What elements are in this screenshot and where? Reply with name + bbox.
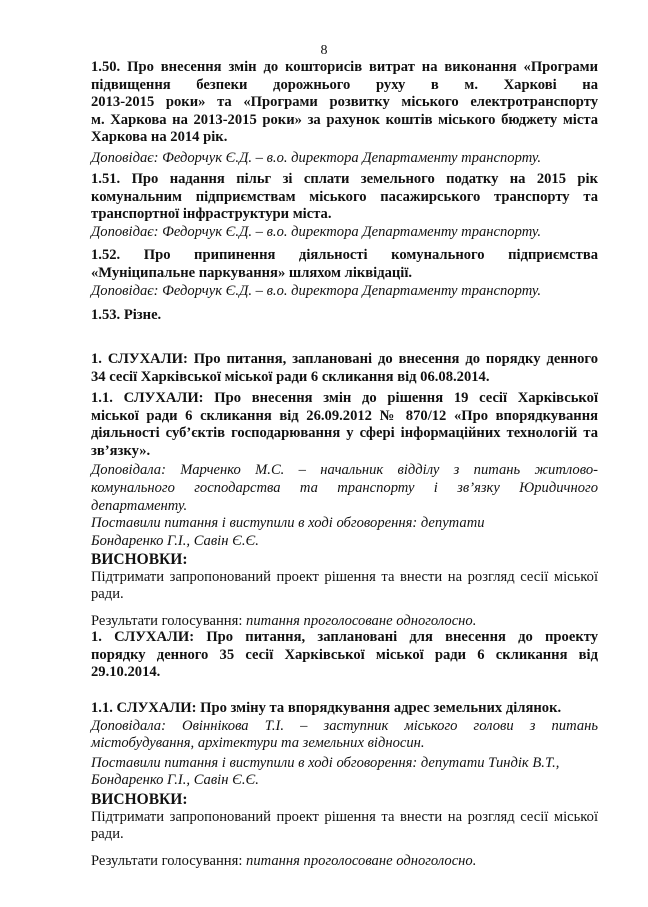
item-line: 1.52. Про припинення діяльності комунального підприємства [91, 247, 598, 263]
conclusions-2 [91, 791, 598, 870]
section-heading-line: 34 сесії Харківської міської ради 6 скликання від 06.08.2014. [91, 368, 490, 385]
item-line: 1.50. Про внесення змін до кошторисів витрат на виконання «Програми [91, 59, 598, 75]
speaker-line: Доповідала: Овіннікова Т.І. – заступник міського голови з питань [91, 717, 598, 734]
conclusions-1 [91, 551, 598, 630]
section-heading-line: порядку денного 35 сесії Харківської міської ради 6 скликання від [91, 646, 598, 663]
item-speaker: Доповідає: Федорчук Є.Д. – в.о. директора Департаменту транспорту. [91, 223, 542, 240]
conclusions-label: ВИСНОВКИ: [91, 551, 188, 568]
item-line: м. Харкова на 2013-2015 роки» за рахунок коштів міського бюджету міста [91, 111, 598, 128]
conclusion-line: Підтримати запропонований проект рішення та внести на розгляд сесії міської [91, 568, 598, 585]
conclusion-line: ради. [91, 826, 124, 843]
item-line: підвищення безпеки дорожнього руху в м. Харкові на [91, 76, 598, 93]
item-speaker: Доповідає: Федорчук Є.Д. – в.о. директора Департаменту транспорту. [91, 283, 542, 300]
sub-heading-line: зв’язку». [91, 442, 151, 459]
speaker-line: департаменту. [91, 497, 188, 514]
item-line: 2013-2015 роки» та «Програми розвитку міського електротранспорту [91, 94, 598, 111]
speaker-line: комунального господарства та транспорту і зв’язку Юридичного [91, 479, 598, 496]
section-heading-line: 1. СЛУХАЛИ: Про питання, заплановані для внесення до проекту [91, 629, 598, 645]
conclusion-line: Підтримати запропонований проект рішення та внести на розгляд сесії міської [91, 808, 598, 825]
section-heading-line: 1. СЛУХАЛИ: Про питання, заплановані до внесення до порядку денного [91, 351, 598, 367]
item-line: 1.51. Про надання пільг зі сплати земельного податку на 2015 рік [91, 171, 598, 187]
section-heading-line: 29.10.2014. [91, 664, 161, 681]
sub-heading-line: 1.1. СЛУХАЛИ: Про внесення змін до рішення 19 сесії Харківської [91, 390, 598, 406]
conclusion-line: ради. [91, 586, 124, 603]
speaker-line: містобудування, архітектури та земельних відносин. [91, 735, 425, 752]
sub-heading-line: міської ради 6 скликання від 26.09.2012 № 870/12 «Про впорядкування [91, 407, 598, 424]
agenda-item-1-52 [91, 247, 598, 301]
item-line: 1.53. Різне. [91, 307, 162, 323]
sub-heading-line: 1.1. СЛУХАЛИ: Про зміну та впорядкування адрес земельних ділянок. [91, 700, 562, 716]
item-line: Харкова на 2014 рік. [91, 129, 228, 146]
hearing-section-2 [91, 629, 598, 682]
hearing-section-1 [91, 351, 598, 386]
item-speaker: Доповідає: Федорчук Є.Д. – в.о. директора Департаменту транспорту. [91, 149, 542, 166]
vote-result-line [91, 853, 598, 871]
item-line: «Муніципальне паркування» шляхом ліквідації. [91, 264, 413, 281]
discussion-line: Бондаренко Г.І., Савін Є.Є. [91, 772, 259, 789]
speaker-line: Доповідала: Марченко М.С. – начальник відділу з питань житлово- [91, 462, 598, 479]
sub-heading-line: діяльності суб’єктів господарювання у сфері інформаційних технологій та [91, 425, 598, 442]
discussion-line: Поставили питання і виступили в ході обговорення: депутати Тиндік В.Т., [91, 754, 560, 771]
discussion-line: Бондаренко Г.І., Савін Є.Є. [91, 532, 259, 549]
conclusions-label: ВИСНОВКИ: [91, 791, 188, 808]
agenda-item-1-50 [91, 59, 598, 168]
agenda-item-1-51 [91, 171, 598, 241]
hearing-subsection-2-1 [91, 700, 598, 790]
item-line: транспортної інфраструктури міста. [91, 206, 332, 223]
vote-label: Результати голосування: [91, 852, 247, 869]
page-number: 8 [320, 43, 328, 58]
agenda-item-1-53 [91, 307, 598, 325]
vote-result: питання проголосоване одноголосно. [246, 612, 477, 629]
vote-label: Результати голосування: [91, 612, 247, 629]
hearing-subsection-1-1 [91, 390, 598, 550]
item-line: комунальним підприємствам міського пасажирського транспорту та [91, 188, 598, 205]
discussion-line: Поставили питання і виступили в ході обговорення: депутати [91, 515, 485, 532]
vote-result-line [91, 613, 598, 631]
vote-result: питання проголосоване одноголосно. [246, 852, 477, 869]
